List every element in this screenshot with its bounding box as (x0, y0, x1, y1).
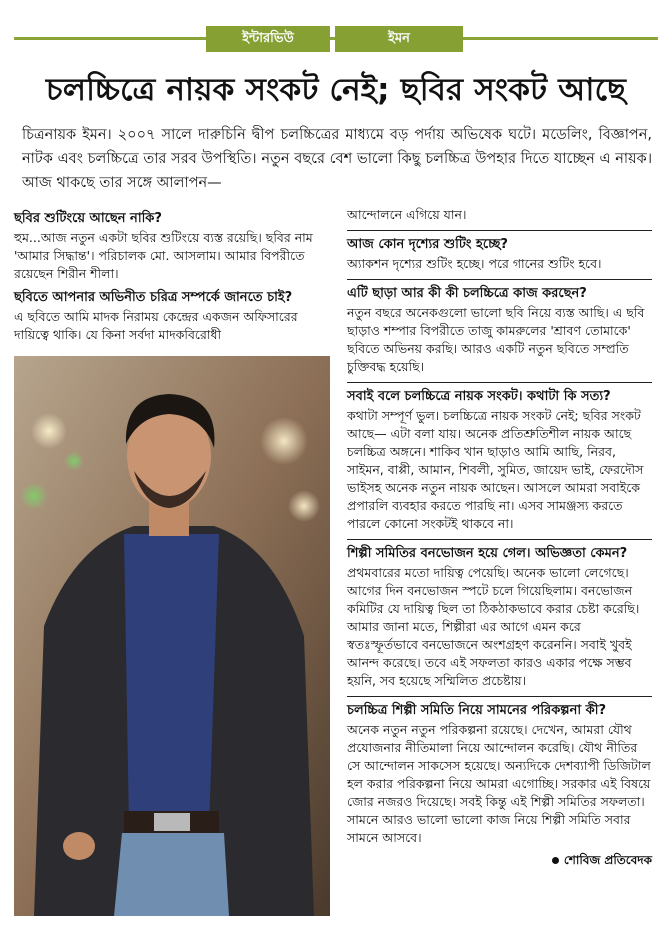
answer: অ্যাকশন দৃশ্যের শুটিং হচ্ছে। পরে গানের শুটিং হবে। (347, 256, 602, 271)
question: ছবির শুটিংয়ে আছেন নাকি? (14, 211, 162, 226)
person-tag: ইমন (335, 26, 463, 52)
qa-block (347, 388, 652, 533)
answer: হুম...আজ নতুন একটা ছবির শুটিংয়ে ব্যস্ত রয়েছি। ছবির নাম 'আমার সিদ্ধান্ত'। পরিচালক মো. আসলাম। আমার বিপরীতে রয়েছেন শিরীন শীলা। (14, 230, 313, 281)
qa-block (347, 285, 652, 376)
qa-block (14, 210, 336, 283)
portrait-illustration (14, 356, 330, 916)
headline: চলচ্চিত্রে নায়ক সংকট নেই; ছবির সংকট আছে (45, 72, 627, 108)
intro-paragraph: চিত্রনায়ক ইমন। ২০০৭ সালে দারুচিনি দ্বীপ চলচ্চিত্রের মাধ্যমে বড় পর্দায় অভিষেক ঘটে। মডেলিং, বিজ্ঞাপন, নাটক এবং চলচ্চিত্রে তার সরব উপস্থিতি। নতুন বছরে বেশ ভালো কিছু চলচ্চিত্র উপহার দিতে যাচ্ছেন এ নায়ক। আজ থাকছে তার সঙ্গে আলাপন— (22, 127, 652, 191)
byline (347, 851, 652, 869)
byline-text: শোবিজ প্রতিবেদক (563, 853, 652, 867)
qa-block (347, 545, 652, 690)
answer: প্রথমবারের মতো দায়িত্ব পেয়েছি। অনেক ভালো লেগেছে। আগের দিন বনভোজন স্পটে চলে গিয়েছিলাম। বনভোজন কমিটির যে দায়িত্ব ছিল তা ঠিকঠাকভাবে করার চেষ্টা করেছি। আমার জানা মতে, শিল্পীরা এর আগে এমন করে স্বতঃস্ফূর্তভাবে বনভোজনে অংশগ্রহণ করেননি। সবাই খুবই আনন্দ করেছে। তবে এই সফলতা কারও একার পক্ষে সম্ভব হয়নি, সব হয়েছে সম্মিলিত প্রচেষ্টায়। (347, 565, 640, 688)
portrait-photo (14, 356, 330, 916)
bullet-icon (552, 857, 559, 864)
left-column (14, 206, 336, 350)
question: আজ কোন দৃশ্যের শুটিং হচ্ছে? (347, 237, 508, 252)
question: চলচ্চিত্র শিল্পী সমিতি নিয়ে সামনের পরিকল্পনা কী? (347, 703, 606, 718)
qa-block (347, 702, 652, 847)
divider (347, 539, 652, 540)
question: সবাই বলে চলচ্চিত্রে নায়ক সংকট। কথাটা কি সত্য? (347, 389, 611, 404)
divider (347, 230, 652, 231)
divider (347, 382, 652, 383)
answer: কথাটা সম্পূর্ণ ভুল। চলচ্চিত্রে নায়ক সংকট নেই; ছবির সংকট আছে— এটা বলা যায়। অনেক প্রতিশ্রুতিশীল নায়ক আছে চলচ্চিত্র অঙ্গনে। শাকিব খান ছাড়াও আমি আছি, নিরব, সাইমন, বাপ্পী, আমান, শিবলী, সুমিত, জায়েদ ভাই, ফেরদৌস ভাইসহ অনেক নতুন নায়ক আছেন। আসলে আমরা সবাইকে প্রপারলি ব্যবহার করতে পারছি না। এসব সামঞ্জস্য করতে পারলে কোনো সংকটই থাকবে না। (347, 408, 644, 531)
qa-block (347, 236, 652, 273)
divider (347, 696, 652, 697)
right-column (347, 206, 652, 869)
question: শিল্পী সমিতির বনভোজন হয়ে গেল। অভিজ্ঞতা কেমন? (347, 546, 628, 561)
question: এটি ছাড়া আর কী কী চলচ্চিত্রে কাজ করছেন? (347, 286, 587, 301)
qa-block (14, 289, 336, 344)
section-tag: ইন্টারভিউ (206, 26, 330, 52)
question: ছবিতে আপনার অভিনীত চরিত্র সম্পর্কে জানতে চাই? (14, 290, 293, 305)
answer: অনেক নতুন নতুন পরিকল্পনা রয়েছে। দেখেন, আমরা যৌথ প্রযোজনার নীতিমালা নিয়ে আন্দোলন করেছি। যৌথ নীতির সে আন্দোলন সাকসেস হয়েছে। অন্যদিকে দেশব্যাপী ডিজিটাল হল করার পরিকল্পনা নিয়ে আমরা এগোচ্ছি। সরকার এই বিষয়ে জোর নজরও দিয়েছে। সবই কিন্তু এই শিল্পী সমিতির সফলতা। সামনে আরও ভালো ভালো কাজ নিয়ে শিল্পী সমিতি সবার সামনে আসবে। (347, 722, 651, 845)
answer: এ ছবিতে আমি মাদক নিরাময় কেন্দ্রের একজন অফিসারের দায়িত্বে থাকি। যে কিনা সর্বদা মাদকবিরোধী (14, 309, 298, 342)
answer: নতুন বছরে অনেকগুলো ভালো ছবি নিয়ে ব্যস্ত আছি। এ ছবি ছাড়াও শম্পার বিপরীতে তাজু কামরুলের 'শ্রাবণ তোমাকে' ছবিতে অভিনয় করছি। আরও একটি নতুন ছবিতে সম্প্রতি চুক্তিবদ্ধ হয়েছি। (347, 305, 645, 374)
divider (347, 279, 652, 280)
continuation-text: আন্দোলনে এগিয়ে যান। (347, 207, 467, 222)
